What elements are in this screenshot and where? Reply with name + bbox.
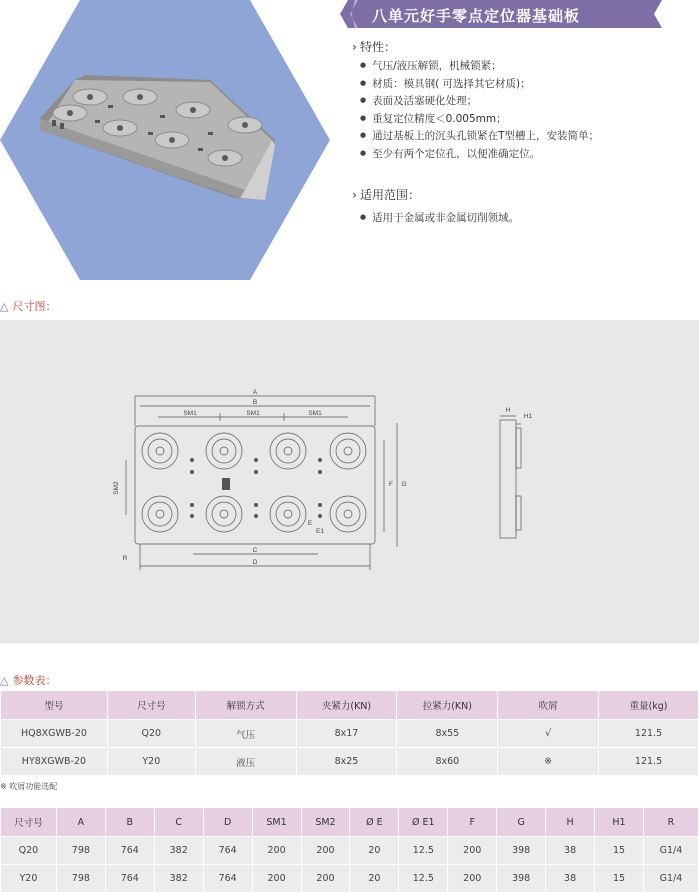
table-cell: 764 bbox=[105, 837, 154, 865]
table-cell: Y20 bbox=[1, 865, 57, 892]
table-header: 解锁方式 bbox=[195, 691, 296, 720]
table-cell: 200 bbox=[301, 865, 350, 892]
dim-label-f: F bbox=[389, 481, 393, 488]
table-cell: 200 bbox=[448, 837, 497, 865]
table-header: A bbox=[56, 808, 105, 837]
table-header: SM2 bbox=[301, 808, 350, 837]
dimension-drawing-svg bbox=[0, 320, 699, 643]
table-header: 夹紧力(KN) bbox=[296, 691, 397, 720]
dim-label-sm1: SM1 bbox=[308, 410, 322, 417]
product-photo bbox=[0, 0, 330, 280]
dim-label-e1: E1 bbox=[316, 528, 324, 535]
list-item: ● 材质：模具钢( 可选择其它材质)； bbox=[360, 76, 599, 94]
footnote: ※ 吹屑功能选配 bbox=[0, 782, 58, 791]
table-cell: 15 bbox=[595, 837, 644, 865]
table-cell: HQ8XGWB-20 bbox=[1, 720, 108, 748]
table-cell: 8x25 bbox=[296, 748, 397, 776]
dim-label-g: G bbox=[401, 481, 407, 488]
dimension-drawing bbox=[0, 320, 699, 643]
chevron-right-icon: › bbox=[352, 40, 357, 54]
list-item: ● 至少有两个定位孔，以便准确定位。 bbox=[360, 146, 599, 164]
table-header-row bbox=[1, 808, 699, 837]
table-cell: 398 bbox=[497, 837, 546, 865]
params-section-label: △ 参数表： bbox=[0, 674, 57, 687]
table-cell: 764 bbox=[105, 865, 154, 892]
table-header: Ø E bbox=[350, 808, 399, 837]
list-item: ● 气压/液压解锁，机械锁紧； bbox=[360, 58, 599, 76]
dimension-table bbox=[0, 807, 699, 892]
table-header: 吹屑 bbox=[498, 691, 599, 720]
table-cell: HY8XGWB-20 bbox=[1, 748, 108, 776]
page-title: 八单元好手零点定位器基础板 bbox=[372, 7, 581, 25]
table-header: 重量(kg) bbox=[599, 691, 699, 720]
table-cell: √ bbox=[498, 720, 599, 748]
table-header: H bbox=[546, 808, 595, 837]
table-cell: Y20 bbox=[107, 748, 195, 776]
table-cell: 398 bbox=[497, 865, 546, 892]
table-cell: 38 bbox=[546, 865, 595, 892]
table-cell: 798 bbox=[56, 865, 105, 892]
table-cell: Q20 bbox=[1, 837, 57, 865]
table-cell: Q20 bbox=[107, 720, 195, 748]
table-header-row bbox=[1, 691, 699, 720]
scope-list bbox=[360, 210, 519, 228]
table-cell: G1/4 bbox=[643, 865, 698, 892]
table-cell: ※ bbox=[498, 748, 599, 776]
table-header: H1 bbox=[595, 808, 644, 837]
triangle-icon: △ bbox=[0, 300, 9, 313]
table-cell: 38 bbox=[546, 837, 595, 865]
features-heading: › 特性： bbox=[352, 40, 396, 54]
table-cell: 液压 bbox=[195, 748, 296, 776]
table-header: 尺寸号 bbox=[107, 691, 195, 720]
table-cell: 8x17 bbox=[296, 720, 397, 748]
table-cell: 200 bbox=[252, 865, 301, 892]
table-cell: 20 bbox=[350, 865, 399, 892]
list-item: ● 通过基板上的沉头孔锁紧在T型槽上，安装简单； bbox=[360, 128, 599, 146]
table-header: D bbox=[203, 808, 252, 837]
table-header: G bbox=[497, 808, 546, 837]
table-header: Ø E1 bbox=[399, 808, 448, 837]
table-cell: 20 bbox=[350, 837, 399, 865]
table-header: 尺寸号 bbox=[1, 808, 57, 837]
table-cell: 121.5 bbox=[599, 748, 699, 776]
table-cell: 764 bbox=[203, 837, 252, 865]
table-header: R bbox=[643, 808, 698, 837]
scope-heading: › 适用范围： bbox=[352, 188, 420, 202]
table-header: 拉紧力(KN) bbox=[397, 691, 498, 720]
table-cell: 气压 bbox=[195, 720, 296, 748]
table-cell: 200 bbox=[252, 837, 301, 865]
table-header: F bbox=[448, 808, 497, 837]
table-cell: G1/4 bbox=[643, 837, 698, 865]
table-header: C bbox=[154, 808, 203, 837]
table-row bbox=[1, 720, 699, 748]
table-header: 型号 bbox=[1, 691, 108, 720]
table-header: B bbox=[105, 808, 154, 837]
table-cell: 8x55 bbox=[397, 720, 498, 748]
model-spec-table bbox=[0, 690, 699, 776]
triangle-icon: △ bbox=[0, 674, 9, 687]
dim-label-h: H bbox=[505, 407, 511, 414]
table-cell: 12.5 bbox=[399, 837, 448, 865]
list-item: ● 重复定位精度＜0.005mm； bbox=[360, 111, 599, 129]
list-item: ● 适用于金属或非金属切削领域。 bbox=[360, 210, 519, 228]
table-cell: 12.5 bbox=[399, 865, 448, 892]
dim-label-b: B bbox=[252, 399, 258, 406]
table-header: SM1 bbox=[252, 808, 301, 837]
table-cell: 121.5 bbox=[599, 720, 699, 748]
dim-label-a: A bbox=[252, 389, 258, 396]
table-cell: 798 bbox=[56, 837, 105, 865]
table-row bbox=[1, 748, 699, 776]
dim-label-d: D bbox=[252, 559, 258, 566]
chevron-right-icon: › bbox=[352, 188, 357, 202]
drawing-section-label: △ 尺寸图： bbox=[0, 300, 57, 313]
table-cell: 15 bbox=[595, 865, 644, 892]
dim-label-sm2: SM2 bbox=[113, 481, 120, 495]
dim-label-h1: H1 bbox=[523, 413, 533, 420]
table-cell: 382 bbox=[154, 865, 203, 892]
features-list bbox=[360, 58, 599, 163]
dim-label-r: R bbox=[122, 555, 128, 562]
table-cell: 200 bbox=[301, 837, 350, 865]
dim-label-sm1: SM1 bbox=[246, 410, 260, 417]
table-cell: 8x60 bbox=[397, 748, 498, 776]
dim-label-c: C bbox=[252, 547, 258, 554]
table-cell: 764 bbox=[203, 865, 252, 892]
table-row bbox=[1, 837, 699, 865]
list-item: ● 表面及活塞硬化处理； bbox=[360, 93, 599, 111]
dim-label-sm1: SM1 bbox=[183, 410, 197, 417]
table-cell: 200 bbox=[448, 865, 497, 892]
dim-label-e: E bbox=[307, 520, 313, 527]
table-cell: 382 bbox=[154, 837, 203, 865]
table-row bbox=[1, 865, 699, 892]
